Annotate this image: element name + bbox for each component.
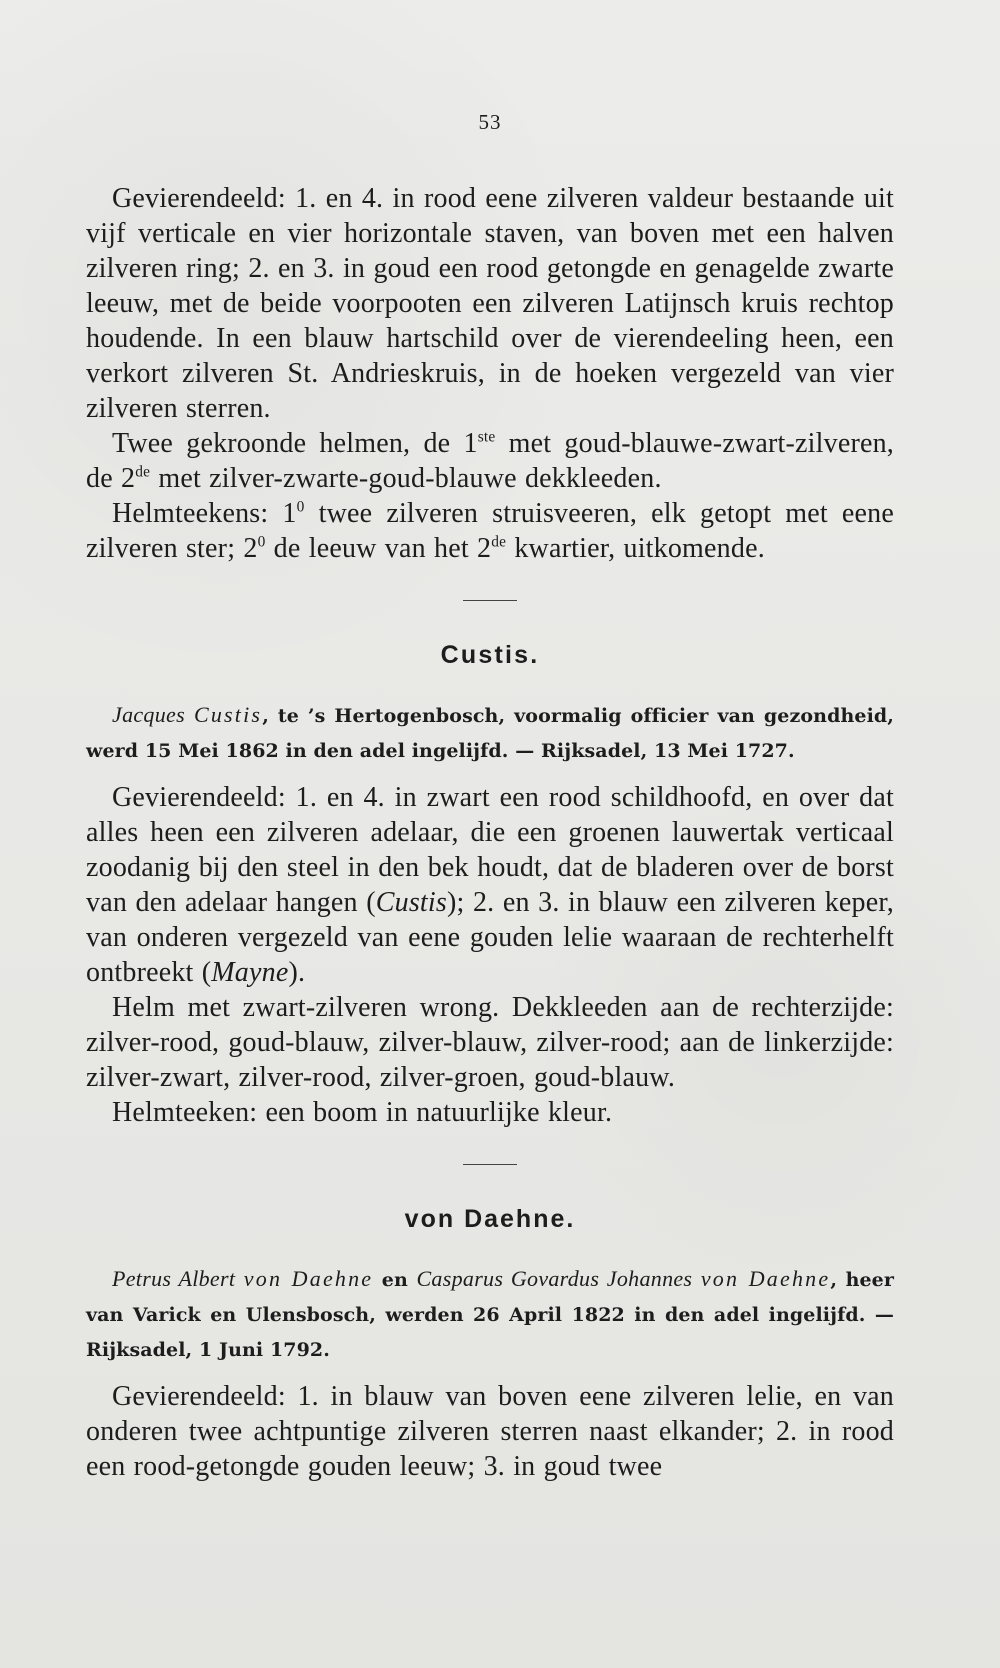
section-1-paragraph-3-part-c: de leeuw van het 2 [265, 533, 492, 564]
section-2-lead [86, 697, 894, 769]
section-2-paragraph-1 [86, 780, 894, 990]
section-3-paragraph-1: Gevierendeeld: 1. in blauw van boven eene zilveren lelie, en van onderen twee achtpuntige zilveren sterren naast elkander; 2. in rood een rood-getongde gouden leeuw; 3. in goud twee [86, 1381, 894, 1482]
section-1-paragraph-2-part-c: met zilver-zwarte-goud-blauwe dekkleeden. [150, 463, 662, 494]
section-divider [463, 1164, 517, 1165]
conjunction-text: en [373, 1269, 417, 1291]
section-title-von-daehne: von Daehne. [404, 1205, 576, 1233]
degree-superscript: 0 [257, 533, 266, 551]
person-given-name: Petrus Albert [112, 1266, 236, 1291]
section-1-paragraph-3 [86, 496, 894, 566]
section-1-paragraph-3-part-a: Helmteekens: 1 [112, 498, 297, 529]
person-given-name: Jacques [112, 702, 185, 727]
section-divider [463, 600, 517, 601]
family-source-custis: Custis [375, 887, 447, 918]
section-2-paragraph-2: Helm met zwart-zilveren wrong. Dekkleeden aan de rechterzijde: zilver-rood, goud-blauw, zilver-blauw, zilver-rood; aan de linkerzijde: zilver-zwart, zilver-rood, zilver-groen, goud-blauw. [86, 992, 894, 1093]
section-1-paragraph-2 [86, 426, 894, 496]
section-1-paragraph-2-part-b: met goud-blauwe-zwart-zilveren, de 2 [86, 428, 894, 494]
section-2-lead-text: , te ’s Hertogenbosch, voormalig officier van gezondheid, werd 15 Mei 1862 in den adel ingelijfd. — Rijksadel, 13 Mei 1727. [86, 705, 894, 762]
section-2-paragraph-3: Helmteeken: een boom in natuurlijke kleur. [112, 1097, 613, 1128]
person-family-name: Custis [193, 702, 263, 727]
section-1-paragraph-2-part-a: Twee gekroonde helmen, de 1 [112, 428, 478, 459]
section-title-custis: Custis. [440, 641, 540, 669]
section-1-paragraph-1: Gevierendeeld: 1. en 4. in rood eene zilveren valdeur bestaande uit vijf verticale en vier horizontale staven, van boven met een halven zilveren ring; 2. en 3. in goud een rood getongde en genagelde zwarte leeuw, met de beide voorpooten een zilveren Latijnsch kruis rechtop houdende. In een blauw hartschild over de vierendeeling heen, een verkort zilveren St. Andrieskruis, in de hoeken vergezeld van vier zilveren sterren. [86, 183, 894, 424]
person-given-name: Casparus Govardus Johannes [416, 1266, 693, 1291]
family-source-mayne: Mayne [211, 957, 289, 988]
section-2-paragraph-1-part-a: Gevierendeeld: 1. en 4. in zwart een rood schildhoofd, en over dat alles heen een zilveren adelaar, die een groenen lauwertak verticaal zoodanig bij den steel in den bek houdt, dat de bladeren over de borst van den adelaar hangen ( [86, 782, 894, 918]
section-1-paragraph-3-part-d: kwartier, uitkomende. [506, 533, 765, 564]
person-family-name: von Daehne [243, 1266, 374, 1291]
section-3-lead-text: , heer van Varick en Ulensbosch, werden 26 April 1822 in den adel ingelijfd. — Rijksadel, 1 Juni 1792. [86, 1269, 894, 1361]
section-2-paragraph-1-part-c: ). [288, 957, 306, 988]
ordinal-superscript: ste [477, 428, 496, 446]
section-3-lead [86, 1261, 894, 1368]
degree-superscript: 0 [296, 498, 305, 516]
ordinal-superscript: de [491, 533, 507, 551]
section-2-paragraph-1-part-b: ); 2. en 3. in blauw een zilveren keper, van onderen vergezeld van eene gouden lelie waaraan de rechterhelft ontbreekt ( [86, 887, 894, 988]
ordinal-superscript: de [135, 463, 151, 481]
section-1-paragraph-3-part-b: twee zilveren struisveeren, elk getopt met eene zilveren ster; 2 [86, 498, 894, 564]
person-family-name: von Daehne [700, 1266, 831, 1291]
page-number: 53 [478, 110, 502, 134]
